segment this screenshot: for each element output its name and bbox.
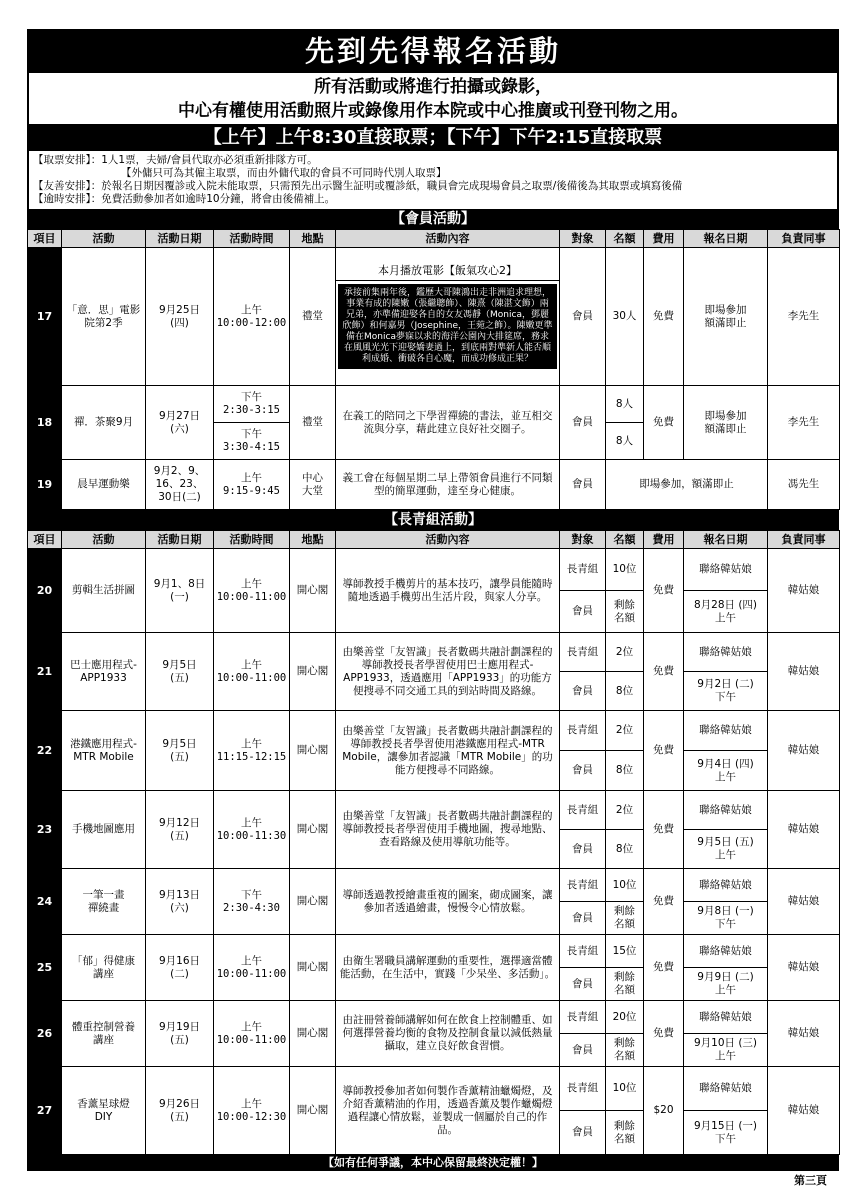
activity-time: 上午 9:15-9:45 — [214, 460, 290, 510]
members-table — [27, 229, 840, 510]
fee: $20 — [644, 1067, 684, 1155]
item-number: 23 — [28, 791, 62, 869]
table-header-row — [28, 230, 840, 248]
target: 會員 — [560, 672, 606, 711]
column-header: 活動日期 — [146, 531, 214, 549]
table-row — [28, 869, 840, 902]
table-row — [28, 633, 840, 672]
activity-time: 上午 10:00-12:30 — [214, 1067, 290, 1155]
signup-date: 即場參加 額滿即止 — [684, 248, 768, 386]
activity-date: 9月26日 (五) — [146, 1067, 214, 1155]
members-section-heading: 【會員活動】 — [27, 209, 839, 229]
activity-name: 巴士應用程式-APP1933 — [62, 633, 146, 711]
activity-name: 體重控制營養 講座 — [62, 1001, 146, 1067]
column-header: 項目 — [28, 230, 62, 248]
fee: 免費 — [644, 633, 684, 711]
item-number: 22 — [28, 711, 62, 791]
movie-title: 本月播放電影【飯氣攻心2】 — [336, 261, 559, 281]
activity-name: 剪輯生活拼圖 — [62, 549, 146, 633]
table-header-row — [28, 531, 840, 549]
target: 長青組 — [560, 1001, 606, 1034]
signup-date: 即場參加 額滿即止 — [684, 386, 768, 460]
signup-date: 9月4日 (四) 上午 — [684, 751, 768, 791]
activity-venue: 開心閣 — [290, 935, 336, 1001]
activity-content: 由樂善堂「友智識」長者數碼共融計劃課程的導師教授長者學習使用巴士應用程式-APP1933，透過應用「APP1933」的功能方便搜尋不同交通工具的到站時間及路線。 — [336, 633, 560, 711]
elderly-section-heading: 【長青組活動】 — [27, 510, 839, 530]
activity-content: 由註冊營養師講解如何在飲食上控制體重、如何選擇營養均衡的食物及控制食量以減低熱量攝取，建立良好飲食習慣。 — [336, 1001, 560, 1067]
target: 會員 — [560, 591, 606, 633]
item-number: 25 — [28, 935, 62, 1001]
activity-name: 「郁」得健康 講座 — [62, 935, 146, 1001]
quota: 剩餘 名額 — [606, 902, 644, 935]
quota: 2位 — [606, 633, 644, 672]
column-header: 活動 — [62, 230, 146, 248]
elderly-table — [27, 530, 840, 1155]
activity-name: 手機地圖應用 — [62, 791, 146, 869]
quota: 10位 — [606, 869, 644, 902]
rule-line: 【友善安排】：於報名日期因覆診或入院未能取票，只需預先出示醫生証明或覆診紙，職員會完成現場會員之取票/後備後為其取票或填寫後備 — [33, 180, 683, 192]
column-header: 項目 — [28, 531, 62, 549]
target: 會員 — [560, 460, 606, 510]
quota: 20位 — [606, 1001, 644, 1034]
activity-date: 9月13日 (六) — [146, 869, 214, 935]
rule-line: 【逾時安排】：免費活動參加者如逾時10分鐘，將會由後備補上。 — [33, 193, 336, 205]
target: 長青組 — [560, 869, 606, 902]
column-header: 地點 — [290, 230, 336, 248]
activity-time: 下午 2:30-3:15 — [214, 386, 290, 423]
item-number: 20 — [28, 549, 62, 633]
fee: 免費 — [644, 248, 684, 386]
activity-time: 上午 11:15-12:15 — [214, 711, 290, 791]
column-header: 費用 — [644, 230, 684, 248]
activity-date: 9月5日 (五) — [146, 633, 214, 711]
staff: 韓姑娘 — [768, 869, 840, 935]
target: 會員 — [560, 386, 606, 460]
column-header: 活動內容 — [336, 531, 560, 549]
table-row — [28, 935, 840, 968]
quota: 8人 — [606, 423, 644, 460]
activity-venue: 開心閣 — [290, 791, 336, 869]
activity-content: 由樂善堂「友智識」長者數碼共融計劃課程的導師教授長者學習使用手機地圖，搜尋地點、查看路線及使用導航功能等。 — [336, 791, 560, 869]
column-header: 費用 — [644, 531, 684, 549]
column-header: 對象 — [560, 230, 606, 248]
item-number: 24 — [28, 869, 62, 935]
activity-date: 9月27日 (六) — [146, 386, 214, 460]
target: 長青組 — [560, 1067, 606, 1111]
activity-name: 一筆一畫 禪繞畫 — [62, 869, 146, 935]
quota: 2位 — [606, 711, 644, 751]
table-row — [28, 1001, 840, 1034]
activity-date: 9月12日 (五) — [146, 791, 214, 869]
item-number: 17 — [28, 248, 62, 386]
signup-date: 9月2日 (二) 下午 — [684, 672, 768, 711]
quota: 剩餘 名額 — [606, 1034, 644, 1067]
signup-contact: 聯絡韓姑娘 — [684, 1067, 768, 1111]
activity-name: 禪．茶聚9月 — [62, 386, 146, 460]
table-row — [28, 248, 840, 386]
page-number: 第三頁 — [794, 1174, 827, 1187]
activity-name: 香薰星球燈 DIY — [62, 1067, 146, 1155]
quota: 2位 — [606, 791, 644, 830]
staff: 李先生 — [768, 248, 840, 386]
activity-content: 在義工的陪同之下學習禪繞的書法，並互相交流與分享，藉此建立良好社交圈子。 — [336, 386, 560, 460]
staff: 韓姑娘 — [768, 711, 840, 791]
target: 長青組 — [560, 711, 606, 751]
quota: 8位 — [606, 751, 644, 791]
activity-time: 下午 2:30-4:30 — [214, 869, 290, 935]
signup-date: 9月15日 (一) 下午 — [684, 1111, 768, 1155]
movie-synopsis: 承接前集兩年後，鑑歷大哥陳鴻出走非洲追求理想，事業有成的陳嫩（張繼聰飾）、陳熹（陳湛文飾）兩兄弟，亦準備迎娶各自的女友馮靜（Monica，鄧麗欣飾）和何嘉男（Josephine，王菀之飾）。陳嫩更準備在Monica夢寐以求的海洋公園內大排筵席，務求在風風光光下迎娶嬌妻過上，到底兩對準新人能否順利成婚、衝破各自心魔，而成功修成正果？ — [338, 284, 557, 369]
column-header: 活動日期 — [146, 230, 214, 248]
target: 會員 — [560, 902, 606, 935]
activity-time: 上午 10:00-11:00 — [214, 1001, 290, 1067]
signup-date: 9月9日 (二) 上午 — [684, 968, 768, 1001]
fee: 免費 — [644, 386, 684, 460]
signup-date: 9月8日 (一) 下午 — [684, 902, 768, 935]
fee: 免費 — [644, 711, 684, 791]
item-number: 27 — [28, 1067, 62, 1155]
table-row — [28, 386, 840, 423]
target: 長青組 — [560, 935, 606, 968]
activity-content: 導師透過教授繪畫重複的圖案，砌成圖案，讓參加者透過繪畫，慢慢令心情放鬆。 — [336, 869, 560, 935]
activity-date: 9月19日 (五) — [146, 1001, 214, 1067]
table-row — [28, 549, 840, 591]
staff: 韓姑娘 — [768, 1067, 840, 1155]
staff: 韓姑娘 — [768, 633, 840, 711]
rule-line: 【外傭只可為其僱主取票，而由外傭代取的會員不可同時代別人取票】 — [121, 167, 447, 179]
signup-date: 8月28日 (四) 上午 — [684, 591, 768, 633]
fee: 免費 — [644, 869, 684, 935]
column-header: 負責同事 — [768, 230, 840, 248]
quota: 8人 — [606, 386, 644, 423]
table-row — [28, 1067, 840, 1111]
activity-date: 9月1、8日 (一) — [146, 549, 214, 633]
ticket-time-bar: 【上午】上午8:30直接取票；【下午】下午2:15直接取票 — [27, 124, 839, 151]
activity-date: 9月2、9、 16、23、 30日(二) — [146, 460, 214, 510]
target: 會員 — [560, 248, 606, 386]
filming-notice — [27, 73, 839, 124]
notice-line: 所有活動或將進行拍攝或錄影， — [314, 77, 552, 97]
staff: 韓姑娘 — [768, 549, 840, 633]
activity-content — [336, 248, 560, 386]
item-number: 18 — [28, 386, 62, 460]
activity-content: 義工會在每個星期二早上帶領會員進行不同類型的簡單運動，達至身心健康。 — [336, 460, 560, 510]
activity-venue: 開心閣 — [290, 1001, 336, 1067]
activity-content: 由衛生署職員講解運動的重要性，選擇適當體能活動，在生活中，實踐「少呆坐、多活動」。 — [336, 935, 560, 1001]
staff: 韓姑娘 — [768, 791, 840, 869]
item-number: 19 — [28, 460, 62, 510]
target: 長青組 — [560, 549, 606, 591]
notice-line: 中心有權使用活動照片或錄像用作本院或中心推廣或刊登刊物之用。 — [178, 101, 688, 121]
page-title: 先到先得報名活動 — [27, 29, 839, 73]
column-header: 負責同事 — [768, 531, 840, 549]
activity-venue: 禮堂 — [290, 248, 336, 386]
staff: 韓姑娘 — [768, 1001, 840, 1067]
quota: 10位 — [606, 1067, 644, 1111]
fee: 免費 — [644, 1001, 684, 1067]
activity-name: 「意．思」電影院第2季 — [62, 248, 146, 386]
table-row — [28, 791, 840, 830]
quota: 30人 — [606, 248, 644, 386]
column-header: 活動 — [62, 531, 146, 549]
activity-name: 港鐵應用程式-MTR Mobile — [62, 711, 146, 791]
signup-contact: 聯絡韓姑娘 — [684, 549, 768, 591]
signup-contact: 聯絡韓姑娘 — [684, 791, 768, 830]
signup-contact: 聯絡韓姑娘 — [684, 1001, 768, 1034]
activity-content: 導師教授參加者如何製作香薰精油蠟燭燈，及介紹香薰精油的作用，透過香薰及製作蠟燭燈過程讓心情放鬆，並製成一個屬於自己的作品。 — [336, 1067, 560, 1155]
staff: 韓姑娘 — [768, 935, 840, 1001]
column-header: 名額 — [606, 230, 644, 248]
quota: 10位 — [606, 549, 644, 591]
quota: 剩餘 名額 — [606, 1111, 644, 1155]
flyer-page — [27, 29, 839, 1171]
activity-name: 晨早運動樂 — [62, 460, 146, 510]
fee: 免費 — [644, 791, 684, 869]
item-number: 21 — [28, 633, 62, 711]
activity-date: 9月16日 (二) — [146, 935, 214, 1001]
item-number: 26 — [28, 1001, 62, 1067]
quota: 15位 — [606, 935, 644, 968]
activity-venue: 禮堂 — [290, 386, 336, 460]
dispute-footer: 【如有任何爭議，本中心保留最終決定權！】 — [27, 1155, 839, 1171]
target: 會員 — [560, 751, 606, 791]
table-row — [28, 711, 840, 751]
activity-date: 9月25日 (四) — [146, 248, 214, 386]
signup-date: 9月10日 (三) 上午 — [684, 1034, 768, 1067]
signup-note: 即場參加，額滿即止 — [606, 460, 768, 510]
quota: 8位 — [606, 830, 644, 869]
signup-contact: 聯絡韓姑娘 — [684, 711, 768, 751]
activity-time: 上午 10:00-11:00 — [214, 935, 290, 1001]
signup-contact: 聯絡韓姑娘 — [684, 869, 768, 902]
staff: 李先生 — [768, 386, 840, 460]
fee: 免費 — [644, 935, 684, 1001]
column-header: 報名日期 — [684, 531, 768, 549]
quota: 剩餘 名額 — [606, 591, 644, 633]
activity-content: 由樂善堂「友智識」長者數碼共融計劃課程的導師教授長者學習使用港鐵應用程式-MTR Mobile，讓參加者認識「MTR Mobile」的功能方便搜尋不同路線。 — [336, 711, 560, 791]
signup-date: 9月5日 (五) 上午 — [684, 830, 768, 869]
activity-venue: 開心閣 — [290, 711, 336, 791]
rule-line: 【取票安排】：1人1票，夫婦/會員代取亦必須重新排隊方可。 — [33, 154, 318, 166]
activity-venue: 中心 大堂 — [290, 460, 336, 510]
column-header: 活動時間 — [214, 531, 290, 549]
activity-time: 下午 3:30-4:15 — [214, 423, 290, 460]
quota: 剩餘 名額 — [606, 968, 644, 1001]
column-header: 活動時間 — [214, 230, 290, 248]
rules-block — [27, 151, 839, 209]
target: 會員 — [560, 968, 606, 1001]
quota: 8位 — [606, 672, 644, 711]
target: 長青組 — [560, 633, 606, 672]
activity-venue: 開心閣 — [290, 633, 336, 711]
signup-contact: 聯絡韓姑娘 — [684, 633, 768, 672]
target: 長青組 — [560, 791, 606, 830]
activity-time: 上午 10:00-11:00 — [214, 633, 290, 711]
activity-time: 上午 10:00-12:00 — [214, 248, 290, 386]
column-header: 名額 — [606, 531, 644, 549]
target: 會員 — [560, 1111, 606, 1155]
staff: 馮先生 — [768, 460, 840, 510]
column-header: 報名日期 — [684, 230, 768, 248]
activity-time: 上午 10:00-11:30 — [214, 791, 290, 869]
column-header: 活動內容 — [336, 230, 560, 248]
fee: 免費 — [644, 549, 684, 633]
target: 會員 — [560, 1034, 606, 1067]
target: 會員 — [560, 830, 606, 869]
activity-venue: 開心閣 — [290, 869, 336, 935]
activity-venue: 開心閣 — [290, 549, 336, 633]
activity-content: 導師教授手機剪片的基本技巧，讓學員能隨時隨地透過手機剪出生活片段，與家人分享。 — [336, 549, 560, 633]
signup-contact: 聯絡韓姑娘 — [684, 935, 768, 968]
activity-date: 9月5日 (五) — [146, 711, 214, 791]
table-row — [28, 460, 840, 510]
column-header: 對象 — [560, 531, 606, 549]
column-header: 地點 — [290, 531, 336, 549]
activity-venue: 開心閣 — [290, 1067, 336, 1155]
activity-time: 上午 10:00-11:00 — [214, 549, 290, 633]
